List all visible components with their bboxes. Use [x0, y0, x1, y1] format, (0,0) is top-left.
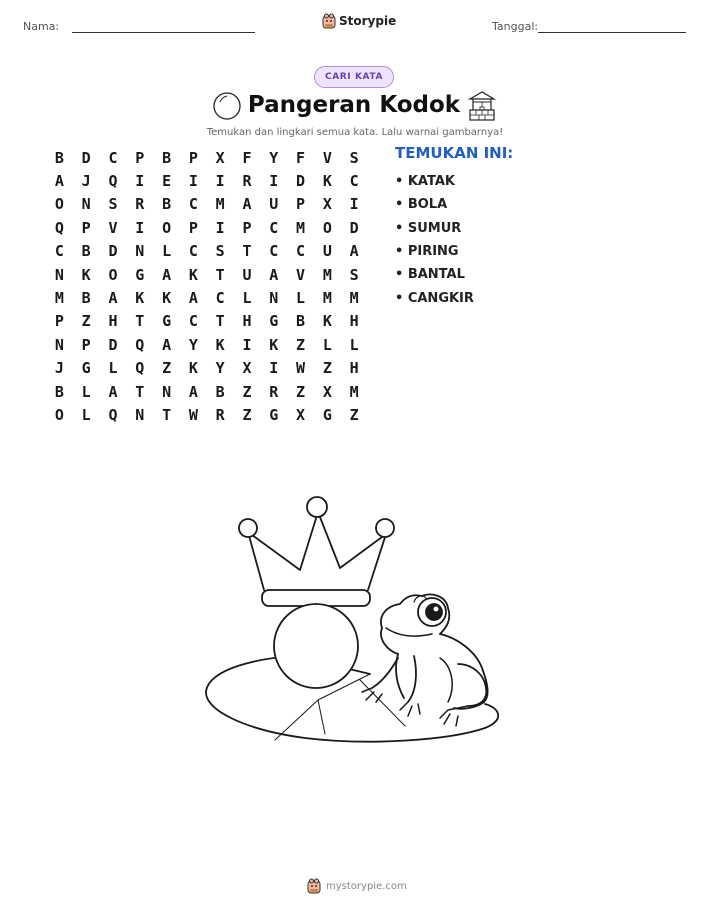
- word-search-grid[interactable]: [46, 146, 368, 427]
- grid-letter[interactable]: C: [188, 242, 198, 261]
- grid-letter[interactable]: M: [349, 382, 359, 401]
- grid-letter[interactable]: T: [215, 265, 225, 284]
- grid-letter[interactable]: O: [54, 195, 64, 214]
- grid-letter[interactable]: Y: [188, 335, 198, 354]
- grid-letter[interactable]: C: [188, 195, 198, 214]
- grid-letter[interactable]: J: [81, 172, 91, 191]
- grid-letter[interactable]: I: [188, 172, 198, 191]
- grid-letter[interactable]: I: [135, 218, 145, 237]
- grid-letter[interactable]: M: [54, 289, 64, 308]
- grid-letter[interactable]: K: [81, 265, 91, 284]
- grid-letter[interactable]: Z: [322, 359, 332, 378]
- grid-letter[interactable]: B: [81, 242, 91, 261]
- grid-letter[interactable]: A: [108, 289, 118, 308]
- grid-letter[interactable]: G: [162, 312, 172, 331]
- grid-letter[interactable]: G: [135, 265, 145, 284]
- grid-letter[interactable]: Z: [162, 359, 172, 378]
- grid-letter[interactable]: A: [162, 335, 172, 354]
- grid-letter[interactable]: X: [242, 359, 252, 378]
- grid-letter[interactable]: N: [81, 195, 91, 214]
- grid-letter[interactable]: A: [349, 242, 359, 261]
- grid-letter[interactable]: D: [108, 335, 118, 354]
- grid-letter[interactable]: I: [349, 195, 359, 214]
- grid-letter[interactable]: M: [322, 289, 332, 308]
- grid-letter[interactable]: X: [215, 148, 225, 167]
- grid-letter[interactable]: O: [162, 218, 172, 237]
- grid-letter[interactable]: Q: [108, 172, 118, 191]
- grid-letter[interactable]: F: [242, 148, 252, 167]
- grid-letter[interactable]: H: [349, 359, 359, 378]
- word-list-title: TEMUKAN INI:: [395, 144, 514, 162]
- grid-letter[interactable]: B: [54, 148, 64, 167]
- name-label: Nama:: [23, 20, 60, 33]
- grid-letter[interactable]: T: [162, 405, 172, 424]
- word-list-item: • KATAK: [395, 174, 455, 190]
- grid-letter[interactable]: Z: [242, 405, 252, 424]
- grid-letter[interactable]: Q: [54, 218, 64, 237]
- grid-letter[interactable]: S: [349, 148, 359, 167]
- grid-letter[interactable]: Q: [108, 405, 118, 424]
- word-list-item: • CANGKIR: [395, 290, 474, 306]
- grid-letter[interactable]: D: [108, 242, 118, 261]
- grid-letter[interactable]: P: [54, 312, 64, 331]
- grid-letter[interactable]: A: [188, 382, 198, 401]
- grid-letter[interactable]: V: [322, 148, 332, 167]
- grid-letter[interactable]: B: [162, 148, 172, 167]
- grid-letter[interactable]: P: [135, 148, 145, 167]
- grid-letter[interactable]: T: [135, 382, 145, 401]
- grid-letter[interactable]: M: [296, 218, 306, 237]
- word-list: [395, 170, 474, 310]
- grid-letter[interactable]: X: [296, 405, 306, 424]
- grid-letter[interactable]: W: [188, 405, 198, 424]
- grid-letter[interactable]: R: [269, 382, 279, 401]
- grid-letter[interactable]: A: [269, 265, 279, 284]
- footer-url: mystorypie.com: [326, 880, 407, 892]
- grid-letter[interactable]: P: [242, 218, 252, 237]
- grid-letter[interactable]: P: [81, 218, 91, 237]
- grid-letter[interactable]: L: [108, 359, 118, 378]
- frog-prince-illustration: [200, 488, 505, 750]
- page-title: Pangeran Kodok: [247, 92, 461, 118]
- grid-letter[interactable]: H: [349, 312, 359, 331]
- grid-letter[interactable]: A: [188, 289, 198, 308]
- grid-letter[interactable]: B: [81, 289, 91, 308]
- grid-letter[interactable]: U: [269, 195, 279, 214]
- grid-letter[interactable]: A: [108, 382, 118, 401]
- grid-letter[interactable]: I: [215, 218, 225, 237]
- grid-letter[interactable]: C: [269, 242, 279, 261]
- grid-letter[interactable]: C: [269, 218, 279, 237]
- grid-letter[interactable]: T: [215, 312, 225, 331]
- grid-letter[interactable]: Z: [242, 382, 252, 401]
- grid-letter[interactable]: B: [162, 195, 172, 214]
- grid-letter[interactable]: S: [108, 195, 118, 214]
- instructions: Temukan dan lingkari semua kata. Lalu warnai gambarnya!: [206, 127, 504, 138]
- grid-letter[interactable]: A: [54, 172, 64, 191]
- grid-letter[interactable]: X: [322, 195, 332, 214]
- grid-letter[interactable]: N: [135, 405, 145, 424]
- grid-letter[interactable]: F: [296, 148, 306, 167]
- grid-letter[interactable]: Q: [135, 335, 145, 354]
- word-list-item: • BOLA: [395, 197, 448, 213]
- grid-letter[interactable]: K: [269, 335, 279, 354]
- grid-letter[interactable]: B: [215, 382, 225, 401]
- grid-letter[interactable]: I: [269, 172, 279, 191]
- grid-letter[interactable]: E: [162, 172, 172, 191]
- grid-letter[interactable]: B: [296, 312, 306, 331]
- grid-letter[interactable]: O: [54, 405, 64, 424]
- grid-letter[interactable]: U: [322, 242, 332, 261]
- grid-letter[interactable]: T: [242, 242, 252, 261]
- grid-letter[interactable]: L: [162, 242, 172, 261]
- grid-letter[interactable]: C: [54, 242, 64, 261]
- grid-letter[interactable]: T: [135, 312, 145, 331]
- grid-letter[interactable]: N: [269, 289, 279, 308]
- grid-letter[interactable]: P: [81, 335, 91, 354]
- grid-letter[interactable]: R: [215, 405, 225, 424]
- grid-letter[interactable]: R: [242, 172, 252, 191]
- grid-letter[interactable]: J: [54, 359, 64, 378]
- grid-letter[interactable]: D: [81, 148, 91, 167]
- word-list-item: • SUMUR: [395, 220, 462, 236]
- grid-letter[interactable]: Y: [269, 148, 279, 167]
- name-line: [72, 32, 255, 33]
- grid-letter[interactable]: Y: [215, 359, 225, 378]
- grid-letter[interactable]: B: [54, 382, 64, 401]
- grid-letter[interactable]: C: [349, 172, 359, 191]
- grid-letter[interactable]: A: [162, 265, 172, 284]
- grid-letter[interactable]: O: [108, 265, 118, 284]
- grid-letter[interactable]: I: [269, 359, 279, 378]
- grid-letter[interactable]: G: [269, 405, 279, 424]
- grid-letter[interactable]: L: [81, 382, 91, 401]
- grid-letter[interactable]: I: [242, 335, 252, 354]
- grid-letter[interactable]: G: [269, 312, 279, 331]
- grid-letter[interactable]: Z: [296, 335, 306, 354]
- grid-letter[interactable]: U: [242, 265, 252, 284]
- grid-letter[interactable]: X: [322, 382, 332, 401]
- footer: [307, 878, 407, 894]
- grid-letter[interactable]: Z: [349, 405, 359, 424]
- category-badge: CARI KATA: [314, 66, 394, 88]
- grid-letter[interactable]: V: [296, 265, 306, 284]
- grid-letter[interactable]: C: [108, 148, 118, 167]
- grid-letter[interactable]: L: [296, 289, 306, 308]
- grid-letter[interactable]: L: [242, 289, 252, 308]
- grid-letter[interactable]: Q: [135, 359, 145, 378]
- grid-letter[interactable]: R: [135, 195, 145, 214]
- grid-letter[interactable]: C: [296, 242, 306, 261]
- well-icon: [467, 90, 497, 122]
- grid-letter[interactable]: P: [188, 148, 198, 167]
- grid-letter[interactable]: H: [242, 312, 252, 331]
- grid-letter[interactable]: P: [188, 218, 198, 237]
- grid-letter[interactable]: P: [296, 195, 306, 214]
- grid-letter[interactable]: K: [135, 289, 145, 308]
- grid-letter[interactable]: K: [322, 312, 332, 331]
- grid-letter[interactable]: D: [349, 218, 359, 237]
- date-label: Tanggal:: [492, 20, 539, 33]
- grid-letter[interactable]: S: [215, 242, 225, 261]
- grid-letter[interactable]: W: [296, 359, 306, 378]
- grid-letter[interactable]: M: [215, 195, 225, 214]
- grid-letter[interactable]: K: [188, 265, 198, 284]
- grid-letter[interactable]: N: [162, 382, 172, 401]
- word-list-item: • PIRING: [395, 244, 459, 260]
- grid-letter[interactable]: K: [215, 335, 225, 354]
- grid-letter[interactable]: I: [135, 172, 145, 191]
- grid-letter[interactable]: G: [81, 359, 91, 378]
- grid-letter[interactable]: I: [215, 172, 225, 191]
- brand-name: Storypie: [339, 14, 397, 28]
- grid-letter[interactable]: A: [242, 195, 252, 214]
- storypie-footer-logo-icon: [307, 878, 321, 894]
- grid-letter[interactable]: C: [215, 289, 225, 308]
- grid-letter[interactable]: L: [81, 405, 91, 424]
- grid-letter[interactable]: K: [162, 289, 172, 308]
- grid-letter[interactable]: L: [322, 335, 332, 354]
- grid-letter[interactable]: L: [349, 335, 359, 354]
- brand: [322, 13, 396, 29]
- grid-letter[interactable]: O: [322, 218, 332, 237]
- crystal-ball-icon: [212, 91, 242, 121]
- grid-letter[interactable]: N: [54, 265, 64, 284]
- grid-letter[interactable]: H: [108, 312, 118, 331]
- grid-letter[interactable]: S: [349, 265, 359, 284]
- grid-letter[interactable]: K: [322, 172, 332, 191]
- date-line: [538, 32, 686, 33]
- word-list-item: • BANTAL: [395, 267, 465, 283]
- grid-letter[interactable]: M: [349, 289, 359, 308]
- grid-letter[interactable]: D: [296, 172, 306, 191]
- grid-letter[interactable]: C: [188, 312, 198, 331]
- grid-letter[interactable]: M: [322, 265, 332, 284]
- grid-letter[interactable]: N: [54, 335, 64, 354]
- grid-letter[interactable]: Z: [81, 312, 91, 331]
- grid-letter[interactable]: Z: [296, 382, 306, 401]
- grid-letter[interactable]: V: [108, 218, 118, 237]
- grid-letter[interactable]: G: [322, 405, 332, 424]
- storypie-logo-icon: [322, 13, 336, 29]
- grid-letter[interactable]: K: [188, 359, 198, 378]
- grid-letter[interactable]: N: [135, 242, 145, 261]
